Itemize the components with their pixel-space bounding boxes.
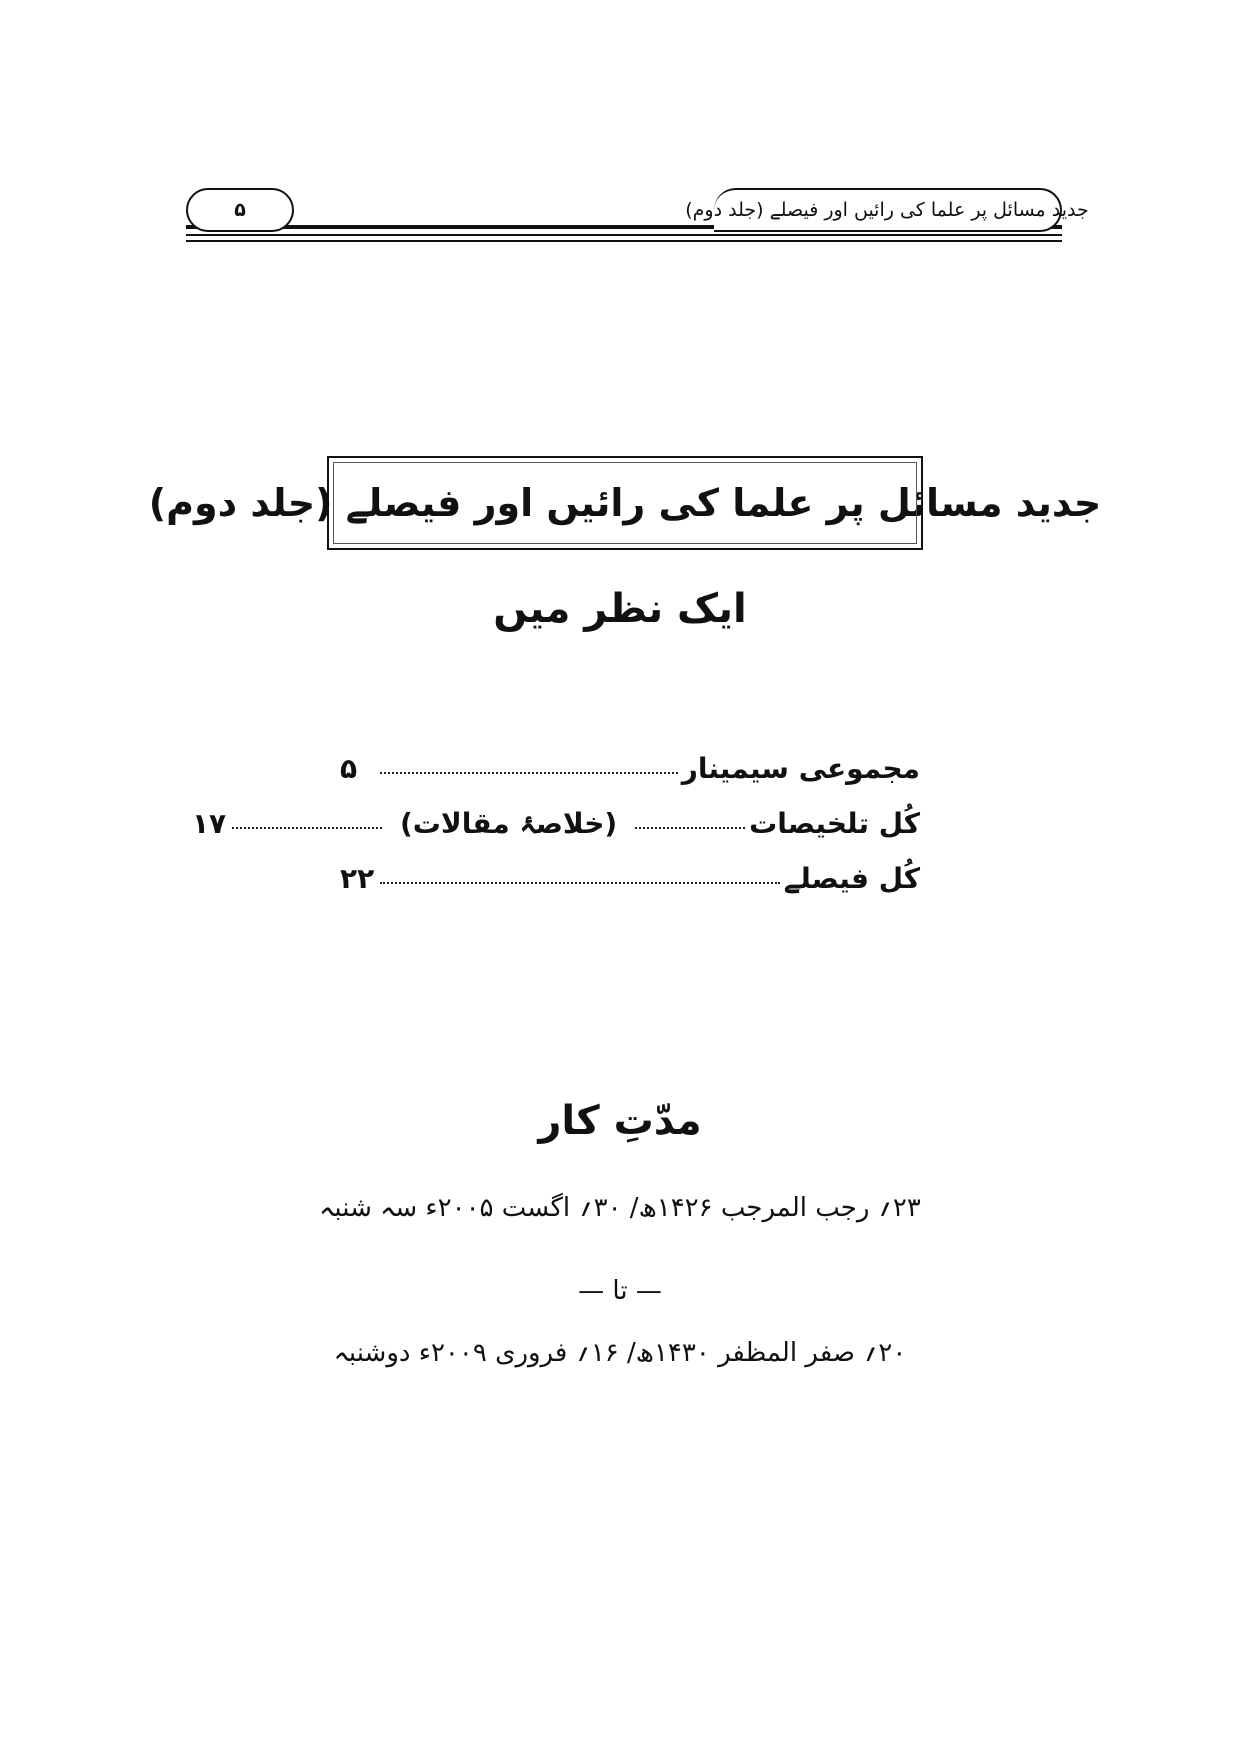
contents-item-page: ۱۷: [191, 807, 227, 840]
page-title: جدید مسائل پر علما کی رائیں اور فیصلے (جلد دوم): [148, 481, 1102, 525]
page-number: ۵: [234, 199, 246, 221]
dotted-leader: [380, 882, 780, 884]
contents-item: [340, 752, 920, 807]
title-box: [148, 456, 1102, 550]
contents-item: [340, 862, 920, 917]
contents-item-page: ۲۲: [340, 862, 375, 895]
dotted-leader: [232, 827, 382, 829]
page-subtitle: ایک نظر میں: [493, 586, 747, 632]
contents-item-label: مجموعی سیمینار: [681, 752, 920, 785]
header-rule-thin: [186, 234, 1062, 236]
contents-item-label: کُل فیصلے: [783, 862, 920, 895]
contents-item-page: ۵: [340, 752, 358, 785]
header-rule-thin: [186, 240, 1062, 242]
running-title-frame: [685, 188, 1089, 232]
contents-list: [191, 752, 920, 917]
running-title: جدید مسائل پر علما کی رائیں اور فیصلے (جلد دوم): [685, 199, 1089, 221]
contents-item-note: (خلاصۂ مقالات): [399, 807, 618, 840]
dotted-leader: [380, 772, 678, 774]
page-number-frame: [186, 188, 294, 232]
end-date: ۲۰؍ صفر المظفر ۱۴۳۰ھ/ ۱۶؍ فروری ۲۰۰۹ء دوشنبہ: [333, 1338, 907, 1368]
contents-item: [191, 807, 920, 862]
dotted-leader: [635, 827, 745, 829]
duration-heading: مدّتِ کار: [538, 1098, 702, 1144]
contents-item-label: کُل تلخیصات: [749, 807, 920, 840]
running-header: [186, 188, 1089, 252]
start-date: ۲۳؍ رجب المرجب ۱۴۲۶ھ/ ۳۰؍ اگست ۲۰۰۵ء سہ شنبہ: [319, 1193, 921, 1223]
to-separator: — تا —: [578, 1276, 662, 1306]
